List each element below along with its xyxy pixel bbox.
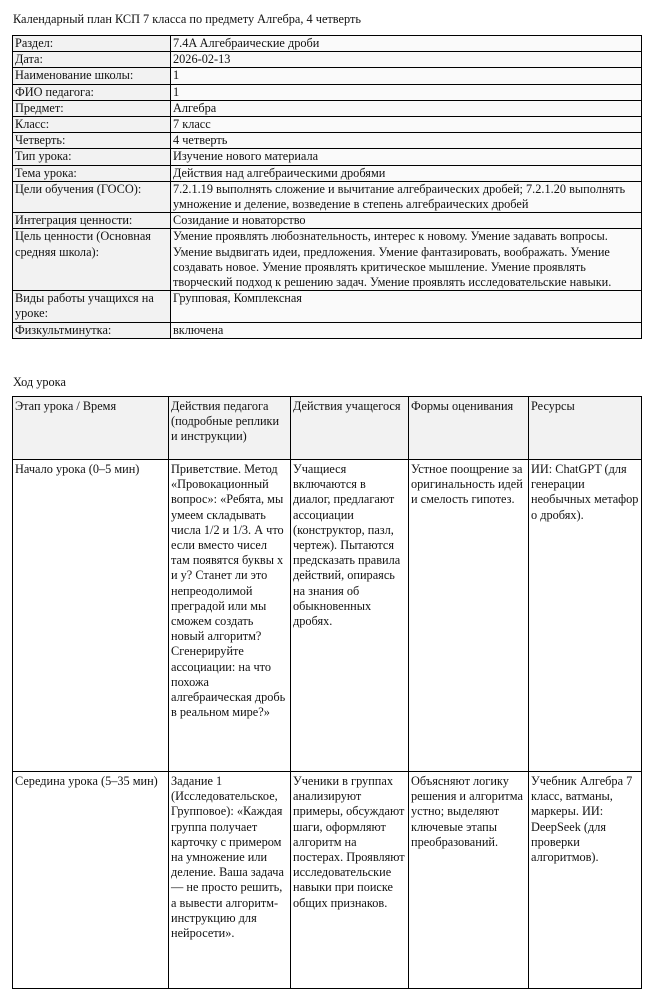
column-header: Действия учащегося [291,397,409,460]
info-row [13,165,642,181]
info-value: включена [171,322,642,338]
info-row [13,229,642,291]
column-header: Действия педагога (подробные реплики и инструкции) [169,397,291,460]
info-row [13,52,642,68]
info-row [13,133,642,149]
info-value: 2026-02-13 [171,52,642,68]
info-row [13,149,642,165]
info-value: 7 класс [171,117,642,133]
info-row [13,100,642,116]
info-label: Класс: [13,117,171,133]
info-value: Созидание и новаторство [171,213,642,229]
lesson-row [13,460,642,772]
info-label: Предмет: [13,100,171,116]
info-row [13,322,642,338]
lesson-cell: Учащиеся включаются в диалог, предлагают ассоциации (конструктор, пазл, чертеж). Пытаются предсказать правила действий, опираясь на знания об обыкновенных дробях. [291,460,409,772]
info-label: Цель ценности (Основная средняя школа): [13,229,171,291]
lesson-cell: Устное поощрение за оригинальность идей и смелость гипотез. [409,460,529,772]
column-header: Этап урока / Время [13,397,169,460]
lesson-flow-title: Ход урока [13,375,66,389]
info-label: Наименование школы: [13,68,171,84]
info-row [13,117,642,133]
info-row [13,84,642,100]
lesson-header-row [13,397,642,460]
info-value: 7.4A Алгебраические дроби [171,36,642,52]
info-label: Физкультминутка: [13,322,171,338]
info-value: 1 [171,84,642,100]
lesson-cell: Приветствие. Метод «Провокационный вопрос»: «Ребята, мы умеем складывать числа 1/2 и 1/3. А что если вместо чисел там появятся буквы x и y? Станет ли это непреодолимой преградой или мы сможем создать новый алгоритм? Сгенерируйте ассоциации: на что похожа алгебраическая дробь в реальном мире?» [169,460,291,772]
info-value: 7.2.1.19 выполнять сложение и вычитание алгебраических дробей; 7.2.1.20 выполнять умножение и деление, возведение в степень алгебраических дробей [171,181,642,212]
lesson-cell: Учебник Алгебра 7 класс, ватманы, маркеры. ИИ: DeepSeek (для проверки алгоритмов). [529,772,642,989]
lesson-cell: ИИ: ChatGPT (для генерации необычных метафор о дробях). [529,460,642,772]
info-label: Тема урока: [13,165,171,181]
info-label: Четверть: [13,133,171,149]
lesson-cell: Объясняют логику решения и алгоритма устно; выделяют ключевые этапы преобразований. [409,772,529,989]
info-label: Цели обучения (ГОСО): [13,181,171,212]
info-row [13,68,642,84]
info-row [13,291,642,322]
info-value: Умение проявлять любознательность, интерес к новому. Умение задавать вопросы. Умение выдвигать идеи, предложения. Умение фантазировать, воображать. Умение создавать новое. Умение проявлять критическое мышление. Умение проявлять творческий подход к решению задач. Умение проявлять исследовательские навыки. [171,229,642,291]
info-label: Дата: [13,52,171,68]
info-value: Групповая, Комплексная [171,291,642,322]
info-label: Интеграция ценности: [13,213,171,229]
lesson-cell: Ученики в группах анализируют примеры, обсуждают шаги, оформляют алгоритм на постерах. Проявляют исследовательские навыки при поиске общих признаков. [291,772,409,989]
lesson-cell: Задание 1 (Исследовательское, Групповое): «Каждая группа получает карточку с примером на умножение или деление. Ваша задача — не просто решить, а вывести алгоритм-инструкцию для нейросети». [169,772,291,989]
info-value: Изучение нового материала [171,149,642,165]
lesson-cell: Середина урока (5–35 мин) [13,772,169,989]
info-row [13,213,642,229]
info-value: 1 [171,68,642,84]
info-label: Раздел: [13,36,171,52]
info-value: 4 четверть [171,133,642,149]
info-label: Виды работы учащихся на уроке: [13,291,171,322]
info-label: ФИО педагога: [13,84,171,100]
info-row [13,36,642,52]
info-row [13,181,642,212]
info-value: Действия над алгебраическими дробями [171,165,642,181]
column-header: Ресурсы [529,397,642,460]
lesson-flow-table [12,396,642,989]
column-header: Формы оценивания [409,397,529,460]
info-value: Алгебра [171,100,642,116]
lesson-row [13,772,642,989]
lesson-cell: Начало урока (0–5 мин) [13,460,169,772]
lesson-info-table [12,35,642,339]
document-title: Календарный план КСП 7 класса по предмету Алгебра, 4 четверть [13,12,361,26]
info-label: Тип урока: [13,149,171,165]
